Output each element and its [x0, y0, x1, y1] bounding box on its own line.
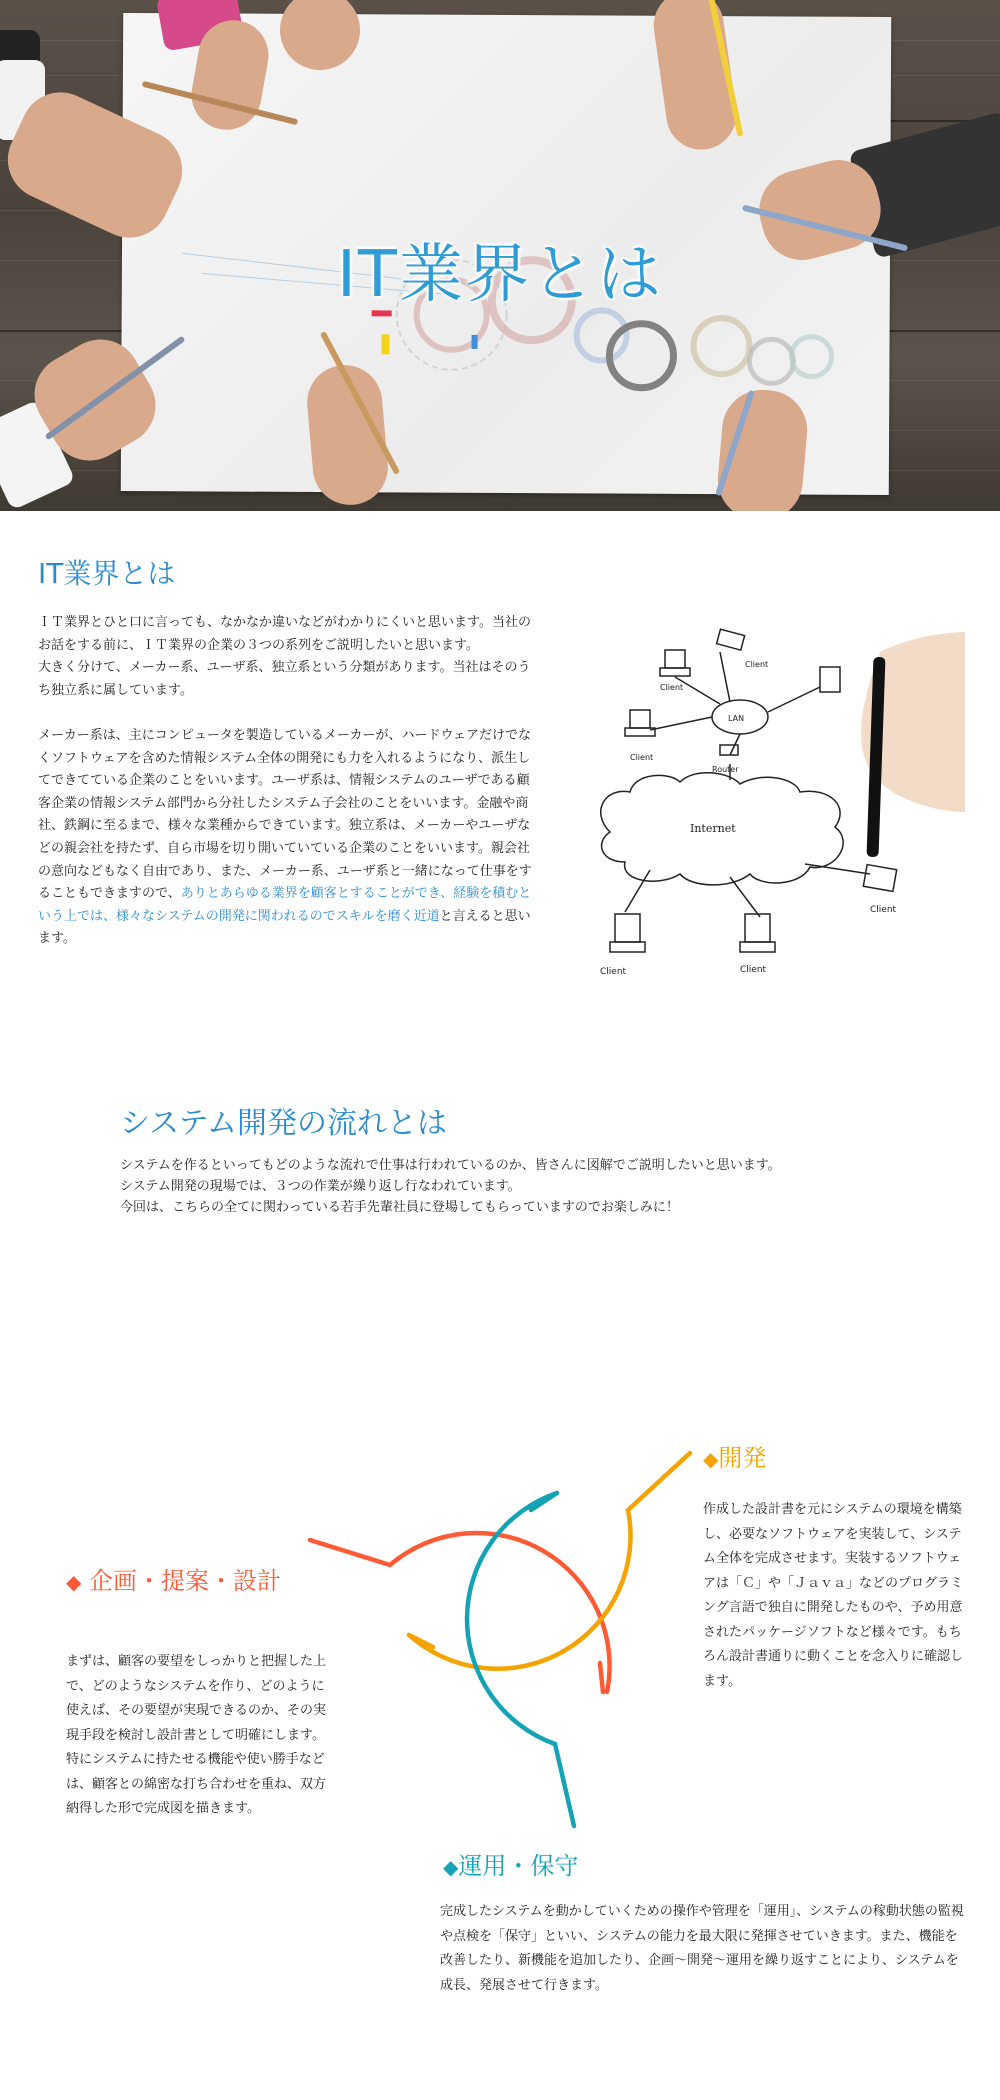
step-body-plan: まずは、顧客の要望をしっかりと把握した上で、どのようなシステムを作り、どのように使えば、その要望が実現できるのか、その実現手段を検討し設計書として明確にします。特にシステムに持たせる機能や使い勝手などは、顧客との綿密な打ち合わせを重ね、双方納得した形で完成図を描きます。 [66, 1654, 327, 1816]
step-title-dev: ◆開発 [703, 1444, 767, 1472]
cycle-arrow-ops [467, 1493, 574, 1826]
diamond-icon: ◆ [703, 1447, 719, 1471]
svg-text:Client: Client [630, 753, 654, 762]
step-body-dev: 作成した設計書を元にシステムの環境を構築し、必要なソフトウェアを実装して、システム全体を完成させます。実装するソフトウェアは「Ｃ」や「Ｊａｖａ」などのプログラミング言語で独自に開発したものや、予め用意されたパッケージソフトなど様々です。もちろん設計書通りに動くことを念入りに確認します。 [703, 1502, 964, 1689]
flow-line-1: システムを作るといってもどのような流れで仕事は行われているのか、皆さんに図解でご説明したいと思います。 [120, 1158, 781, 1173]
svg-text:Client: Client [745, 660, 769, 669]
diamond-icon: ◆ [66, 1570, 82, 1594]
step-body-ops: 完成したシステムを動かしていくための操作や管理を「運用」、システムの稼動状態の監視や点検を「保守」といい、システムの能力を最大限に発揮させていきます。また、機能を改善したり、新機能を追加したり、企画～開発～運用を繰り返すことにより、システムを成長、発展させて行きます。 [440, 1904, 964, 1993]
industry-types-paragraph [38, 725, 538, 951]
industry-types-text: メーカー系は、主にコンピュータを製造しているメーカーが、ハードウェアだけでなくソフトウェアを含めた情報システム全体の開発にも力を入れるようになり、派生してできてている企業のことをいいます。ユーザ系は、情報システムのユーザである顧客企業の情報システム部門から分社したシステム子会社のことをいいます。金融や商社、鉄鋼に至るまで、様々な業種からできています。独立系は、メーカーやユーザなどの親会社を持たず、自ら市場を切り開いていている企業のことをいいます。親会社の意向などもなく自由であり、また、メーカー系、ユーザ系と一緒になって仕事をすることもできますので、 [38, 727, 532, 902]
cycle-arrow-dev [409, 1453, 690, 1669]
svg-text:LAN: LAN [728, 714, 745, 723]
highlight-text: ありとあらゆる業界を顧客とすることができ、経験を積むという上では、様々なシステムの開発に関われるのでスキルを磨く近道 [38, 886, 532, 924]
svg-text:Client: Client [870, 905, 897, 915]
svg-text:Client: Client [660, 683, 684, 692]
cycle-arrow-plan [310, 1533, 610, 1692]
flow-line-2: システム開発の現場では、３つの作業が繰り返し行なわれています。 [120, 1179, 521, 1194]
step-title-ops: ◆運用・保守 [443, 1852, 579, 1880]
hero-title: IT業界とは [337, 237, 663, 312]
hero-banner [0, 0, 1000, 511]
section-title-it-industry: IT業界とは [38, 557, 176, 590]
network-diagram-image [580, 612, 965, 982]
intro-line-2: 大きく分けて、メーカー系、ユーザ系、独立系という分類があります。当社はそのうち独立系に属しています。 [38, 660, 531, 698]
intro-line-1: ＩＴ業界とひと口に言っても、なかなか違いなどがわかりにくいと思います。当社のお話をする前に、ＩＴ業界の企業の３つの系列をご説明したいと思います。 [38, 615, 531, 653]
svg-text:Internet: Internet [690, 822, 736, 835]
it-industry-text [38, 612, 538, 951]
svg-text:Router: Router [712, 765, 739, 774]
svg-text:Client: Client [600, 967, 627, 977]
industry-types-tail: と言えると思います。 [38, 908, 531, 947]
flow-line-3: 今回は、こちらの全てに関わっている若手先輩社員に登場してもらっていますのでお楽しみに！ [120, 1200, 679, 1215]
section-title-dev-flow: システム開発の流れとは [120, 1106, 447, 1141]
svg-text:Client: Client [740, 965, 767, 975]
diamond-icon: ◆ [443, 1855, 459, 1879]
step-title-plan: ◆ 企画・提案・設計 [66, 1567, 282, 1595]
dev-flow-intro [120, 1155, 920, 1218]
